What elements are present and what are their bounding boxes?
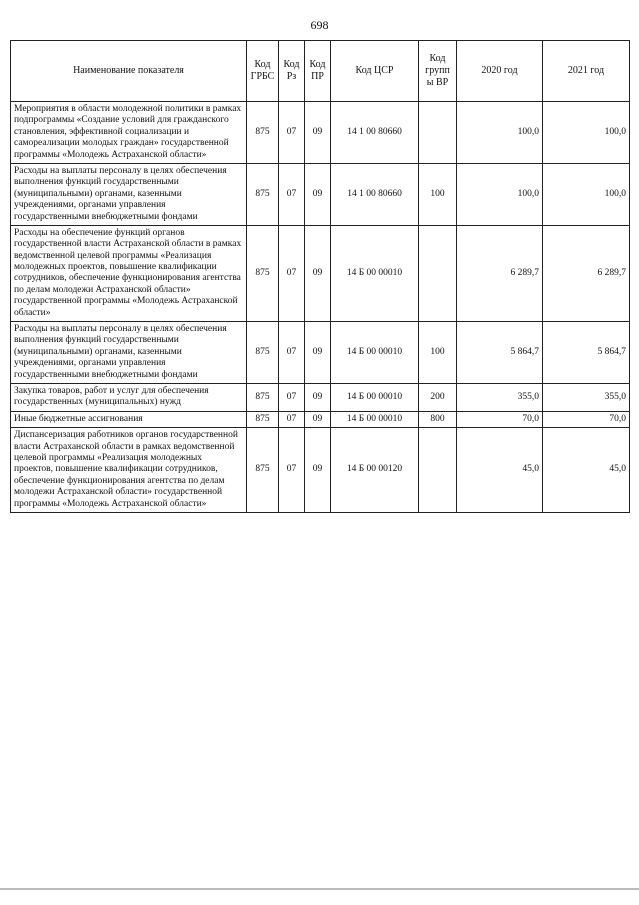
cell-rz: 07 bbox=[279, 411, 305, 427]
budget-table-container bbox=[10, 40, 629, 513]
cell-csr: 14 Б 00 00010 bbox=[331, 225, 419, 321]
table-row bbox=[11, 102, 630, 164]
budget-table bbox=[10, 40, 630, 513]
cell-vr: 100 bbox=[419, 322, 457, 384]
table-header bbox=[11, 41, 630, 102]
cell-csr: 14 1 00 80660 bbox=[331, 163, 419, 225]
cell-csr: 14 Б 00 00010 bbox=[331, 411, 419, 427]
cell-rz: 07 bbox=[279, 322, 305, 384]
cell-grbs: 875 bbox=[247, 411, 279, 427]
cell-rz: 07 bbox=[279, 163, 305, 225]
cell-name: Расходы на выплаты персоналу в целях обеспечения выполнения функций государственными (муниципальными) органами, казенными учреждениями, органами управления государственными внебюджетными фондами bbox=[11, 163, 247, 225]
cell-pr: 09 bbox=[305, 411, 331, 427]
cell-vr bbox=[419, 102, 457, 164]
cell-pr: 09 bbox=[305, 163, 331, 225]
table-row bbox=[11, 163, 630, 225]
header-row bbox=[11, 41, 630, 102]
header-name: Наименование показателя bbox=[11, 41, 247, 102]
cell-rz: 07 bbox=[279, 383, 305, 411]
table-row bbox=[11, 383, 630, 411]
table-row bbox=[11, 322, 630, 384]
cell-2021: 45,0 bbox=[543, 428, 630, 513]
cell-vr: 800 bbox=[419, 411, 457, 427]
cell-2020: 100,0 bbox=[457, 102, 543, 164]
cell-vr: 100 bbox=[419, 163, 457, 225]
cell-2021: 70,0 bbox=[543, 411, 630, 427]
cell-csr: 14 Б 00 00120 bbox=[331, 428, 419, 513]
table-row bbox=[11, 428, 630, 513]
cell-pr: 09 bbox=[305, 225, 331, 321]
header-vr: Код группы ВР bbox=[419, 41, 457, 102]
cell-2021: 100,0 bbox=[543, 102, 630, 164]
cell-grbs: 875 bbox=[247, 225, 279, 321]
cell-grbs: 875 bbox=[247, 322, 279, 384]
header-rz: Код Рз bbox=[279, 41, 305, 102]
cell-2020: 45,0 bbox=[457, 428, 543, 513]
cell-2020: 355,0 bbox=[457, 383, 543, 411]
table-row bbox=[11, 225, 630, 321]
cell-csr: 14 Б 00 00010 bbox=[331, 383, 419, 411]
cell-grbs: 875 bbox=[247, 383, 279, 411]
cell-pr: 09 bbox=[305, 322, 331, 384]
page-bottom-edge bbox=[0, 888, 639, 890]
cell-name: Иные бюджетные ассигнования bbox=[11, 411, 247, 427]
cell-vr bbox=[419, 225, 457, 321]
cell-2020: 100,0 bbox=[457, 163, 543, 225]
table-row bbox=[11, 411, 630, 427]
cell-name: Мероприятия в области молодежной политики в рамках подпрограммы «Создание условий для гражданского становления, эффективной социализации и самореализации молодых граждан» государственной программы «Молодежь Астраханской области» bbox=[11, 102, 247, 164]
cell-2020: 5 864,7 bbox=[457, 322, 543, 384]
cell-2020: 70,0 bbox=[457, 411, 543, 427]
cell-2021: 5 864,7 bbox=[543, 322, 630, 384]
cell-pr: 09 bbox=[305, 383, 331, 411]
cell-2020: 6 289,7 bbox=[457, 225, 543, 321]
cell-grbs: 875 bbox=[247, 428, 279, 513]
cell-grbs: 875 bbox=[247, 102, 279, 164]
cell-vr: 200 bbox=[419, 383, 457, 411]
cell-2021: 100,0 bbox=[543, 163, 630, 225]
header-pr: Код ПР bbox=[305, 41, 331, 102]
page-number: 698 bbox=[310, 18, 329, 32]
cell-rz: 07 bbox=[279, 428, 305, 513]
cell-rz: 07 bbox=[279, 102, 305, 164]
cell-name: Диспансеризация работников органов государственной власти Астраханской области в рамках ведомственной целевой программы «Реализация молодежных проектов, повышение квалификации сотрудников, обеспечение функционирования агентства по делам молодежи Астраханской области» государственной программы «Молодежь Астраханской области» bbox=[11, 428, 247, 513]
cell-name: Расходы на обеспечение функций органов государственной власти Астраханской области в рамках ведомственной целевой программы «Реализация молодежных проектов, повышение квалификации сотрудников, обеспечение функционирования агентства по делам молодежи Астраханской области» государственной программы «Молодежь Астраханской области» bbox=[11, 225, 247, 321]
cell-2021: 6 289,7 bbox=[543, 225, 630, 321]
cell-rz: 07 bbox=[279, 225, 305, 321]
cell-vr bbox=[419, 428, 457, 513]
cell-pr: 09 bbox=[305, 428, 331, 513]
header-year-2021: 2021 год bbox=[543, 41, 630, 102]
cell-name: Расходы на выплаты персоналу в целях обеспечения выполнения функций государственными (муниципальными) органами, казенными учреждениями, органами управления государственными внебюджетными фондами bbox=[11, 322, 247, 384]
cell-grbs: 875 bbox=[247, 163, 279, 225]
header-year-2020: 2020 год bbox=[457, 41, 543, 102]
cell-csr: 14 1 00 80660 bbox=[331, 102, 419, 164]
header-csr: Код ЦСР bbox=[331, 41, 419, 102]
cell-2021: 355,0 bbox=[543, 383, 630, 411]
header-grbs: Код ГРБС bbox=[247, 41, 279, 102]
table-body bbox=[11, 102, 630, 513]
cell-name: Закупка товаров, работ и услуг для обеспечения государственных (муниципальных) нужд bbox=[11, 383, 247, 411]
cell-pr: 09 bbox=[305, 102, 331, 164]
cell-csr: 14 Б 00 00010 bbox=[331, 322, 419, 384]
